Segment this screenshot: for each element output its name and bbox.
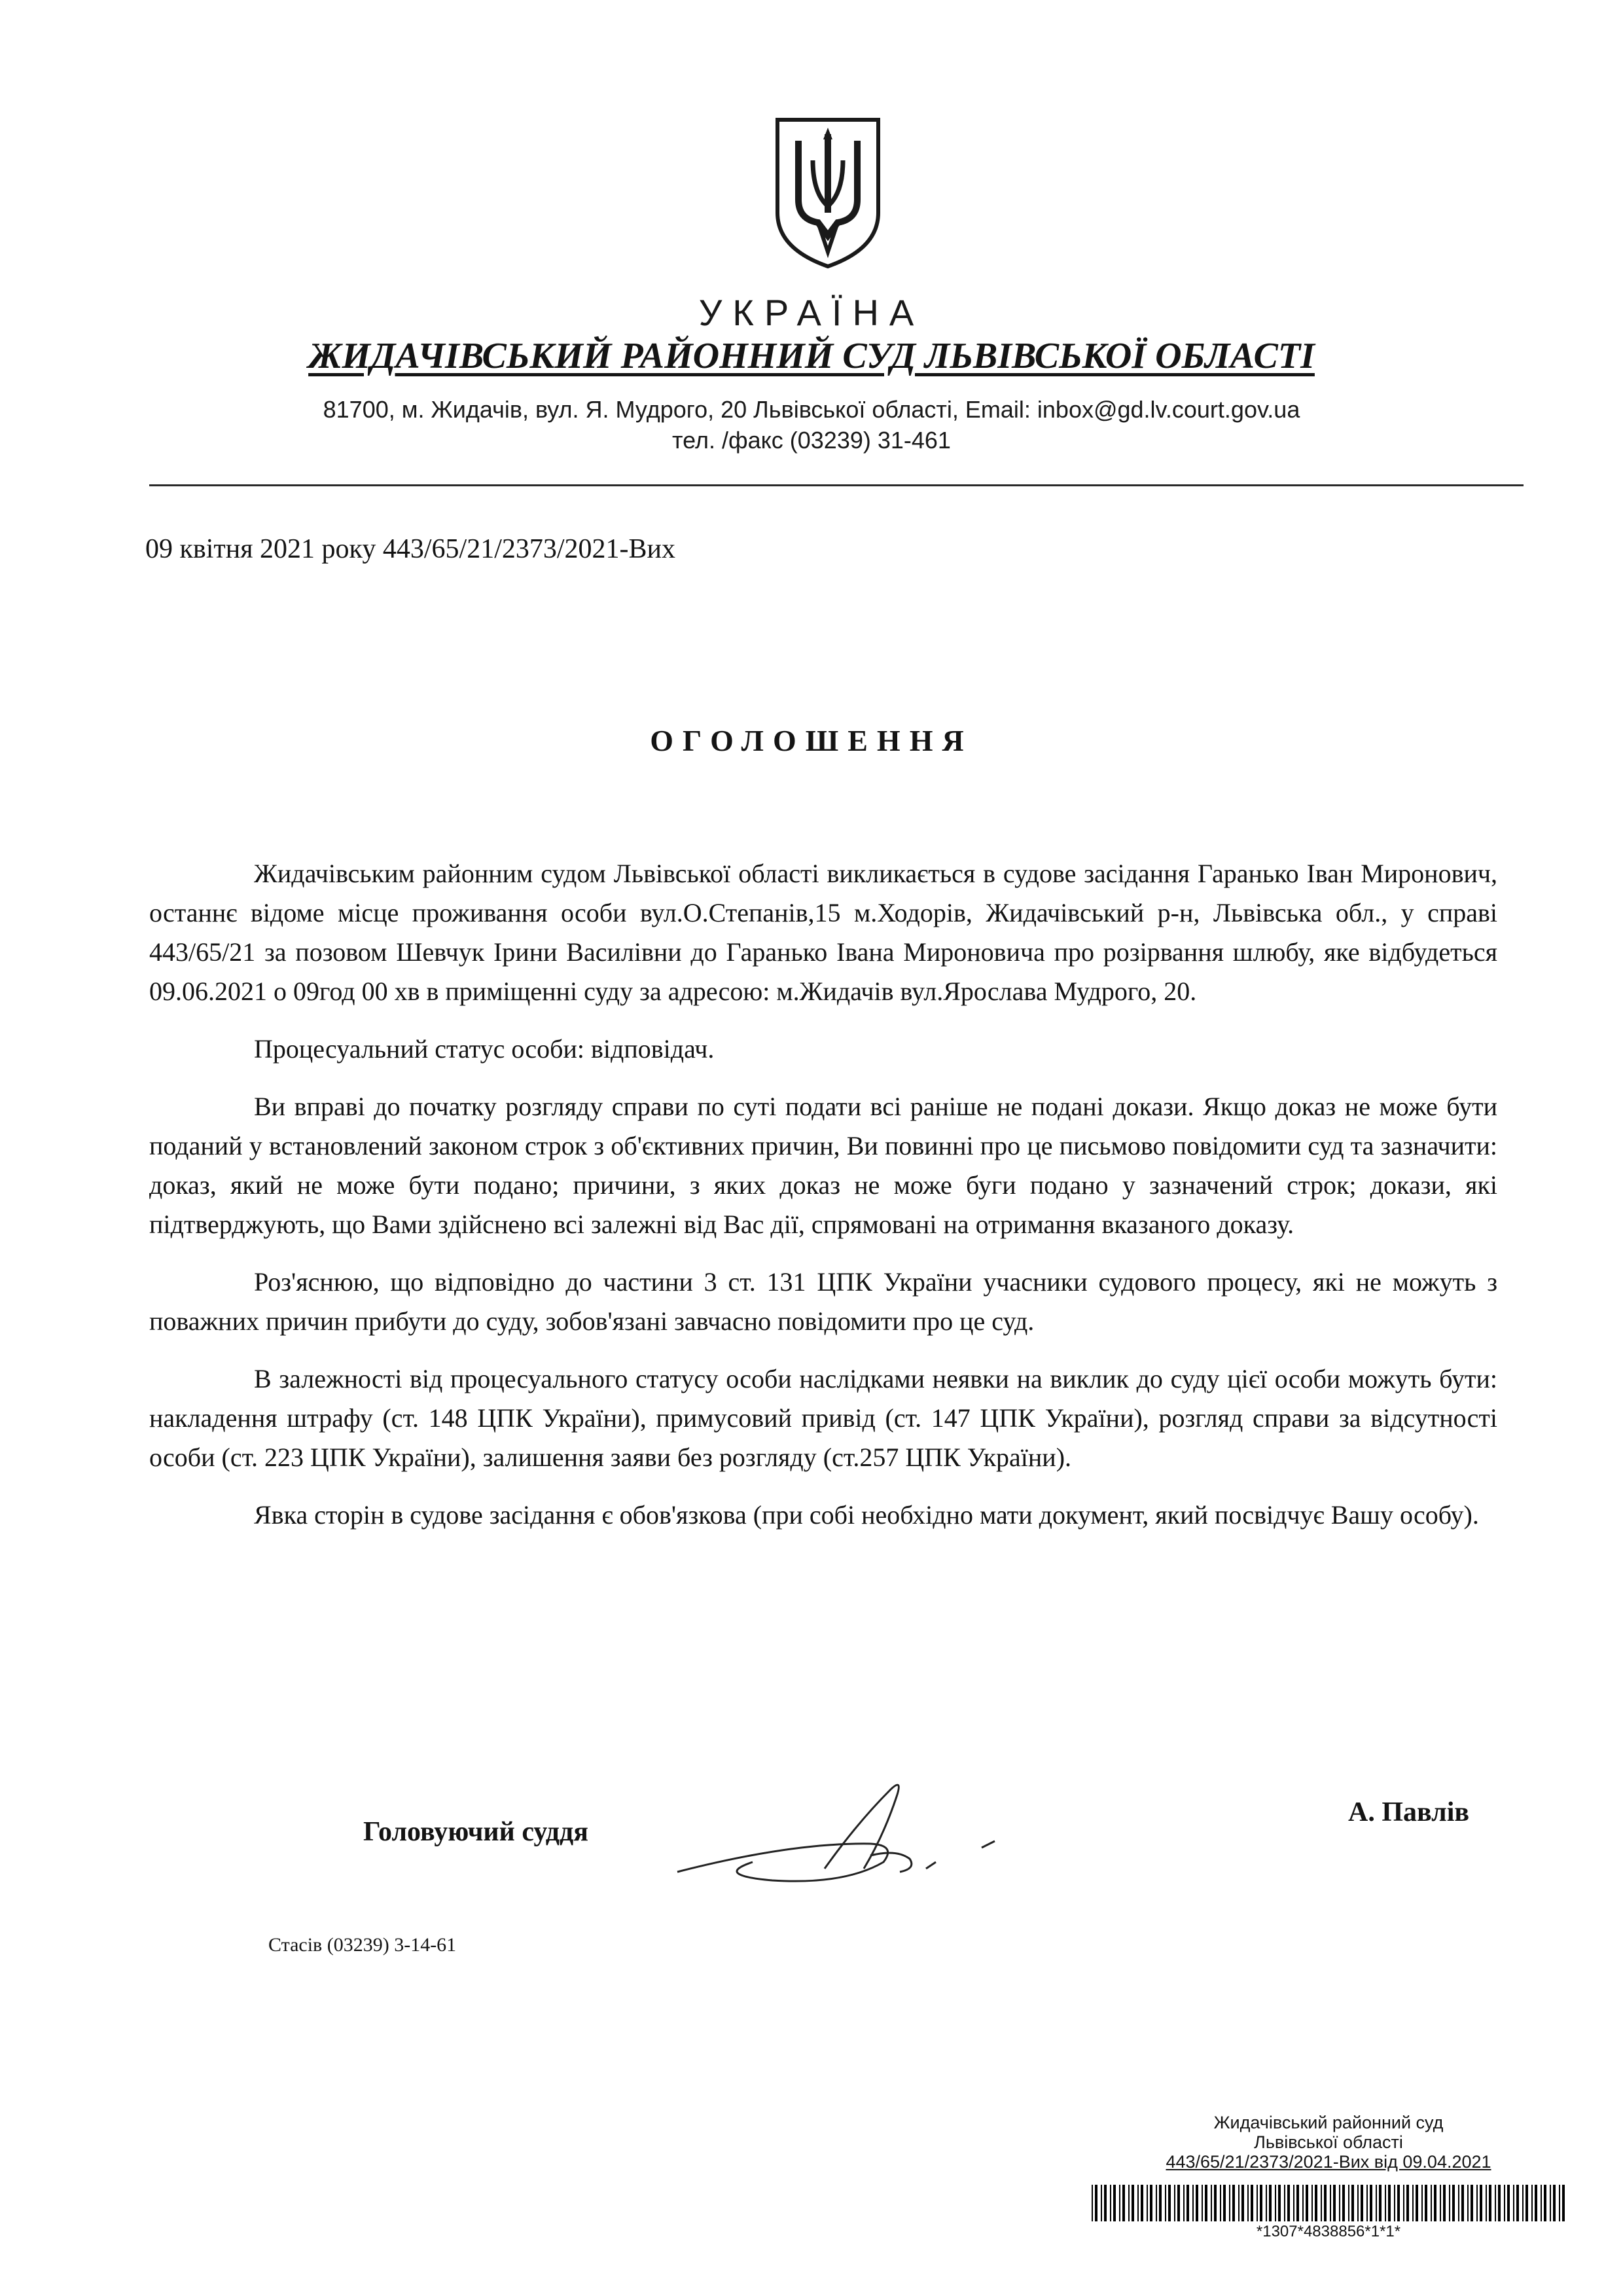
paragraph-consequences: В залежності від процесуального статусу особи наслідками неявки на виклик до суду цієї особи можуть бути: накладення штрафу (ст. 148 ЦПК України), примусовий привід (ст. 147 ЦПК України), розгляд справи за відсутності особи (ст. 223 ЦПК України), залишення заяви без розгляду (ст.257 ЦПК України). [149,1364,1497,1472]
stamp-region-line: Львівської області [1254,2132,1403,2152]
barcode-icon [1092,2185,1568,2221]
court-phone: тел. /факс (03239) 31-461 [672,427,951,454]
document-title: ОГОЛОШЕННЯ [650,724,973,757]
paragraph-status: Процесуальний статус особи: відповідач. [254,1034,715,1064]
signatory-role: Головуючий суддя [363,1817,588,1847]
paragraph-summons: Жидачівським районним судом Львівської області викликається в судове засідання Гаранько Іван Миронович, останнє відоме місце проживання особи вул.О.Степанів,15 м.Ходорів, Жидачівський р-н, Львівська обл., у справі 443/65/21 за позовом Шевчук Ірини Василівни до Гаранько Івана Мироновича про розірвання шлюбу, яке відбудеться 09.06.2021 о 09год 00 хв в приміщенні суду за адресою: м.Жидачів вул.Ярослава Мудрого, 20. [149,859,1497,1006]
document-body [149,854,1497,1553]
court-name: ЖИДАЧІВСЬКИЙ РАЙОННИЙ СУД ЛЬВІВСЬКОЇ ОБЛАСТІ [308,336,1315,376]
paragraph-notice: Роз'яснюю, що відповідно до частини 3 ст. 131 ЦПК України учасники судового процесу, які не можуть з поважних причин прибути до суду, зобов'язані завчасно повідомити про це суд. [149,1267,1497,1336]
barcode-number: *1307*4838856*1*1* [1256,2223,1401,2240]
country-name: УКРАЇНА [698,292,925,333]
paragraph-attendance: Явка сторін в судове засідання є обов'язкова (при собі необхідно мати документ, який посвідчує Вашу особу). [254,1500,1479,1530]
paragraph-evidence: Ви вправі до початку розгляду справи по суті подати всі раніше не подані докази. Якщо доказ не може бути поданий у встановлений законом строк з об'єктивних причин, Ви повинні про це письмово повідомити суд та зазначити: доказ, який не може бути подано; причини, з яких доказ не може буги подано у зазначений строк; докази, які підтверджують, що Вами здійснено всі залежні від Вас дії, спрямовані на отримання вказаного доказу. [149,1092,1497,1239]
stamp-court-line: Жидачівський районний суд [1213,2113,1444,2132]
trident-emblem-icon [772,115,883,272]
executor-contact: Стасів (03239) 3-14-61 [268,1934,457,1956]
stamp-reference-line: 443/65/21/2373/2021-Вих від 09.04.2021 [1166,2152,1491,2172]
signatory-name: А. Павлів [1348,1797,1470,1827]
registration-stamp [1086,2113,1571,2172]
handwritten-signature [674,1770,1014,1888]
court-address: 81700, м. Жидачів, вул. Я. Мудрого, 20 Львівської області, Email: inbox@gd.lv.court.gov.ua [323,396,1300,423]
document-date-reference: 09 квітня 2021 року 443/65/21/2373/2021-Вих [145,534,676,564]
header-divider [149,484,1524,486]
